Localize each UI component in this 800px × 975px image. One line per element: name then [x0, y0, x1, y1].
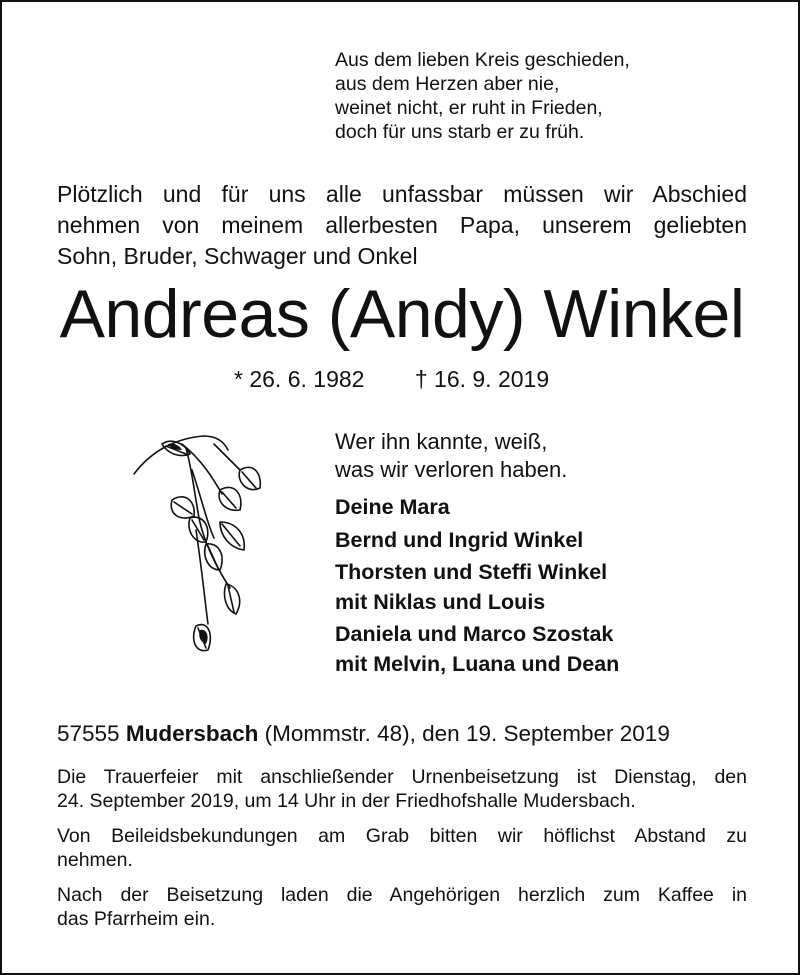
mourner-line: mit Niklas und Louis — [335, 589, 546, 614]
info-line: das Pfarrheim ein. — [57, 908, 216, 930]
birch-branch-icon — [122, 430, 282, 670]
poem-line: aus dem Herzen aber nie, — [335, 73, 560, 95]
mourner-line: Deine Mara — [335, 495, 450, 519]
mourner-line: Daniela und Marco Szostak — [335, 622, 614, 646]
poem-line: Aus dem lieben Kreis geschieden, — [335, 49, 630, 71]
mourner-line: mit Melvin, Luana und Dean — [335, 651, 620, 676]
address-and-date: (Mommstr. 48), den 19. September 2019 — [264, 721, 670, 746]
place-and-date — [57, 719, 747, 749]
announcement-line: nehmen von meinem allerbesten Papa, unserem geliebten — [57, 212, 747, 238]
postal-code: 57555 — [57, 721, 120, 746]
coffee-invitation — [57, 883, 747, 931]
deceased-name: Andreas (Andy) Winkel — [59, 276, 745, 352]
poem-line: doch für uns starb er zu früh. — [335, 121, 585, 143]
city-name: Mudersbach — [125, 721, 259, 746]
mourner-group — [335, 493, 619, 523]
memorial-quote — [335, 428, 567, 484]
death-date: † 16. 9. 2019 — [414, 366, 550, 392]
announcement-line: Plötzlich und für uns alle unfassbar müssen wir Abschied — [57, 181, 747, 207]
announcement-text — [57, 179, 747, 272]
quote-line: was wir verloren haben. — [335, 457, 568, 482]
info-line: Die Trauerfeier mit anschließender Urnenbeisetzung ist Dienstag, den — [57, 766, 747, 788]
poem-line: weinet nicht, er ruht in Frieden, — [335, 97, 603, 119]
announcement-line: Sohn, Bruder, Schwager und Onkel — [57, 243, 418, 269]
life-dates — [234, 364, 549, 394]
info-line: Nach der Beisetzung laden die Angehörigen herzlich zum Kaffee in — [57, 884, 747, 906]
mourner-line: Thorsten und Steffi Winkel — [335, 560, 608, 584]
mourner-group — [335, 620, 619, 679]
condolence-request — [57, 824, 747, 872]
quote-line: Wer ihn kannte, weiß, — [335, 429, 548, 454]
mourner-group — [335, 558, 619, 617]
funeral-service-info — [57, 765, 747, 813]
mourner-group — [335, 526, 619, 556]
memorial-poem — [335, 48, 630, 144]
info-line: 24. September 2019, um 14 Uhr in der Friedhofshalle Mudersbach. — [57, 790, 636, 812]
info-line: Von Beileidsbekundungen am Grab bitten wir höflichst Abstand zu — [57, 825, 747, 847]
birth-date: * 26. 6. 1982 — [234, 366, 365, 392]
mourners-list — [335, 493, 619, 682]
info-line: nehmen. — [57, 849, 133, 871]
mourner-line: Bernd und Ingrid Winkel — [335, 527, 584, 552]
